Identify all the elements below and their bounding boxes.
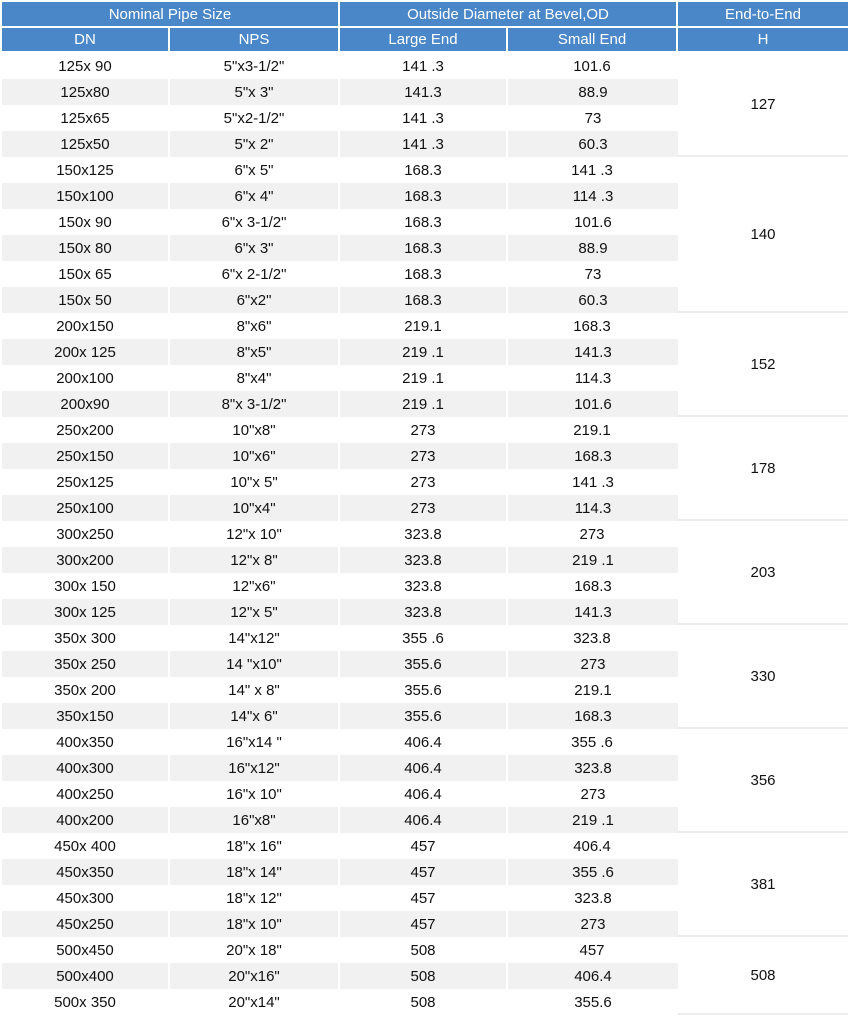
cell-nps: 5"x3-1/2"	[170, 53, 340, 79]
cell-large-end: 168.3	[340, 261, 508, 287]
cell-nps: 18"x 16"	[170, 833, 340, 859]
cell-large-end: 323.8	[340, 521, 508, 547]
cell-dn: 125x50	[2, 131, 170, 157]
cell-large-end: 355.6	[340, 703, 508, 729]
cell-small-end: 88.9	[508, 235, 678, 261]
table-row	[2, 157, 848, 183]
cell-dn: 250x100	[2, 495, 170, 521]
header-row-columns	[2, 28, 848, 53]
cell-dn: 150x100	[2, 183, 170, 209]
cell-large-end: 273	[340, 443, 508, 469]
cell-dn: 500x400	[2, 963, 170, 989]
cell-dn: 200x 125	[2, 339, 170, 365]
cell-large-end: 141 .3	[340, 53, 508, 79]
cell-h-end-to-end: 140	[678, 157, 848, 313]
cell-nps: 10"x4"	[170, 495, 340, 521]
cell-large-end: 141 .3	[340, 131, 508, 157]
cell-small-end: 323.8	[508, 625, 678, 651]
cell-h-end-to-end: 330	[678, 625, 848, 729]
cell-small-end: 406.4	[508, 833, 678, 859]
cell-h-end-to-end: 178	[678, 417, 848, 521]
header-small-end: Small End	[508, 28, 678, 53]
cell-small-end: 273	[508, 911, 678, 937]
cell-small-end: 141.3	[508, 339, 678, 365]
header-nominal-pipe-size: Nominal Pipe Size	[2, 2, 340, 28]
cell-h-end-to-end: 127	[678, 53, 848, 157]
cell-nps: 8"x4"	[170, 365, 340, 391]
cell-large-end: 355 .6	[340, 625, 508, 651]
cell-nps: 5"x 2"	[170, 131, 340, 157]
cell-small-end: 73	[508, 105, 678, 131]
cell-nps: 10"x6"	[170, 443, 340, 469]
cell-large-end: 457	[340, 885, 508, 911]
cell-small-end: 60.3	[508, 287, 678, 313]
cell-small-end: 168.3	[508, 313, 678, 339]
cell-nps: 18"x 12"	[170, 885, 340, 911]
header-outside-diameter: Outside Diameter at Bevel,OD	[340, 2, 678, 28]
cell-large-end: 273	[340, 417, 508, 443]
cell-large-end: 406.4	[340, 807, 508, 833]
header-nps: NPS	[170, 28, 340, 53]
cell-dn: 150x 90	[2, 209, 170, 235]
cell-dn: 500x450	[2, 937, 170, 963]
cell-nps: 20"x16"	[170, 963, 340, 989]
cell-large-end: 168.3	[340, 183, 508, 209]
cell-large-end: 406.4	[340, 729, 508, 755]
cell-nps: 14"x 6"	[170, 703, 340, 729]
cell-large-end: 168.3	[340, 235, 508, 261]
cell-dn: 400x250	[2, 781, 170, 807]
cell-large-end: 219 .1	[340, 391, 508, 417]
header-row-groups	[2, 2, 848, 28]
cell-nps: 10"x 5"	[170, 469, 340, 495]
cell-dn: 300x250	[2, 521, 170, 547]
cell-dn: 400x300	[2, 755, 170, 781]
cell-dn: 125x 90	[2, 53, 170, 79]
cell-nps: 8"x5"	[170, 339, 340, 365]
header-dn: DN	[2, 28, 170, 53]
cell-dn: 350x 200	[2, 677, 170, 703]
table-header	[2, 2, 848, 53]
cell-small-end: 355 .6	[508, 729, 678, 755]
cell-dn: 350x 250	[2, 651, 170, 677]
cell-dn: 150x125	[2, 157, 170, 183]
cell-large-end: 508	[340, 937, 508, 963]
cell-nps: 16"x8"	[170, 807, 340, 833]
table-row	[2, 313, 848, 339]
cell-large-end: 168.3	[340, 209, 508, 235]
cell-dn: 200x100	[2, 365, 170, 391]
cell-small-end: 141 .3	[508, 157, 678, 183]
cell-small-end: 101.6	[508, 209, 678, 235]
table-row	[2, 417, 848, 443]
cell-nps: 8"x 3-1/2"	[170, 391, 340, 417]
cell-dn: 450x300	[2, 885, 170, 911]
cell-small-end: 219 .1	[508, 547, 678, 573]
cell-small-end: 219 .1	[508, 807, 678, 833]
cell-large-end: 168.3	[340, 157, 508, 183]
cell-dn: 150x 80	[2, 235, 170, 261]
header-end-to-end: End-to-End	[678, 2, 848, 28]
cell-dn: 200x150	[2, 313, 170, 339]
cell-nps: 18"x 14"	[170, 859, 340, 885]
cell-h-end-to-end: 152	[678, 313, 848, 417]
table-row	[2, 729, 848, 755]
cell-small-end: 168.3	[508, 443, 678, 469]
cell-nps: 6"x 3"	[170, 235, 340, 261]
cell-dn: 350x 300	[2, 625, 170, 651]
cell-small-end: 168.3	[508, 703, 678, 729]
cell-nps: 16"x 10"	[170, 781, 340, 807]
cell-small-end: 73	[508, 261, 678, 287]
table-row	[2, 625, 848, 651]
table-row	[2, 937, 848, 963]
cell-nps: 5"x 3"	[170, 79, 340, 105]
cell-nps: 5"x2-1/2"	[170, 105, 340, 131]
cell-dn: 150x 65	[2, 261, 170, 287]
cell-small-end: 101.6	[508, 53, 678, 79]
cell-dn: 125x80	[2, 79, 170, 105]
cell-nps: 6"x 2-1/2"	[170, 261, 340, 287]
cell-h-end-to-end: 356	[678, 729, 848, 833]
cell-small-end: 406.4	[508, 963, 678, 989]
cell-nps: 18"x 10"	[170, 911, 340, 937]
cell-nps: 16"x14 "	[170, 729, 340, 755]
cell-small-end: 219.1	[508, 677, 678, 703]
cell-small-end: 457	[508, 937, 678, 963]
cell-nps: 10"x8"	[170, 417, 340, 443]
cell-large-end: 219 .1	[340, 365, 508, 391]
cell-small-end: 168.3	[508, 573, 678, 599]
cell-small-end: 273	[508, 781, 678, 807]
cell-large-end: 457	[340, 833, 508, 859]
cell-h-end-to-end: 381	[678, 833, 848, 937]
cell-nps: 12"x 8"	[170, 547, 340, 573]
cell-nps: 14"x12"	[170, 625, 340, 651]
table-row	[2, 53, 848, 79]
cell-dn: 250x200	[2, 417, 170, 443]
cell-small-end: 323.8	[508, 755, 678, 781]
cell-dn: 125x65	[2, 105, 170, 131]
cell-nps: 6"x 5"	[170, 157, 340, 183]
cell-small-end: 60.3	[508, 131, 678, 157]
cell-small-end: 114.3	[508, 495, 678, 521]
header-large-end: Large End	[340, 28, 508, 53]
cell-dn: 250x150	[2, 443, 170, 469]
cell-large-end: 323.8	[340, 599, 508, 625]
cell-dn: 250x125	[2, 469, 170, 495]
cell-dn: 500x 350	[2, 989, 170, 1015]
cell-large-end: 141 .3	[340, 105, 508, 131]
cell-large-end: 219.1	[340, 313, 508, 339]
cell-large-end: 168.3	[340, 287, 508, 313]
cell-large-end: 406.4	[340, 755, 508, 781]
cell-nps: 20"x 18"	[170, 937, 340, 963]
cell-nps: 6"x 4"	[170, 183, 340, 209]
cell-nps: 8"x6"	[170, 313, 340, 339]
cell-nps: 14" x 8"	[170, 677, 340, 703]
cell-large-end: 219 .1	[340, 339, 508, 365]
cell-dn: 350x150	[2, 703, 170, 729]
table-row	[2, 833, 848, 859]
cell-dn: 300x 125	[2, 599, 170, 625]
cell-small-end: 273	[508, 651, 678, 677]
cell-nps: 6"x2"	[170, 287, 340, 313]
cell-large-end: 355.6	[340, 651, 508, 677]
cell-nps: 12"x 5"	[170, 599, 340, 625]
cell-nps: 12"x 10"	[170, 521, 340, 547]
table-row	[2, 521, 848, 547]
cell-small-end: 355 .6	[508, 859, 678, 885]
cell-dn: 450x350	[2, 859, 170, 885]
reducer-dimension-table	[2, 2, 848, 1015]
table-body	[2, 53, 848, 1015]
cell-h-end-to-end: 508	[678, 937, 848, 1015]
header-h: H	[678, 28, 848, 53]
cell-dn: 400x200	[2, 807, 170, 833]
cell-h-end-to-end: 203	[678, 521, 848, 625]
cell-small-end: 114 .3	[508, 183, 678, 209]
cell-nps: 20"x14"	[170, 989, 340, 1015]
cell-large-end: 355.6	[340, 677, 508, 703]
cell-large-end: 508	[340, 963, 508, 989]
cell-large-end: 273	[340, 495, 508, 521]
cell-large-end: 141.3	[340, 79, 508, 105]
cell-nps: 6"x 3-1/2"	[170, 209, 340, 235]
cell-large-end: 273	[340, 469, 508, 495]
cell-nps: 12"x6"	[170, 573, 340, 599]
cell-small-end: 323.8	[508, 885, 678, 911]
cell-large-end: 406.4	[340, 781, 508, 807]
cell-small-end: 114.3	[508, 365, 678, 391]
cell-large-end: 457	[340, 859, 508, 885]
cell-small-end: 141.3	[508, 599, 678, 625]
cell-dn: 400x350	[2, 729, 170, 755]
cell-small-end: 88.9	[508, 79, 678, 105]
cell-dn: 150x 50	[2, 287, 170, 313]
cell-nps: 14 "x10"	[170, 651, 340, 677]
cell-small-end: 101.6	[508, 391, 678, 417]
cell-small-end: 141 .3	[508, 469, 678, 495]
cell-small-end: 219.1	[508, 417, 678, 443]
cell-small-end: 355.6	[508, 989, 678, 1015]
cell-nps: 16"x12"	[170, 755, 340, 781]
cell-dn: 300x 150	[2, 573, 170, 599]
cell-large-end: 508	[340, 989, 508, 1015]
cell-large-end: 457	[340, 911, 508, 937]
cell-dn: 300x200	[2, 547, 170, 573]
cell-large-end: 323.8	[340, 573, 508, 599]
cell-dn: 450x250	[2, 911, 170, 937]
cell-large-end: 323.8	[340, 547, 508, 573]
cell-dn: 450x 400	[2, 833, 170, 859]
cell-dn: 200x90	[2, 391, 170, 417]
cell-small-end: 273	[508, 521, 678, 547]
